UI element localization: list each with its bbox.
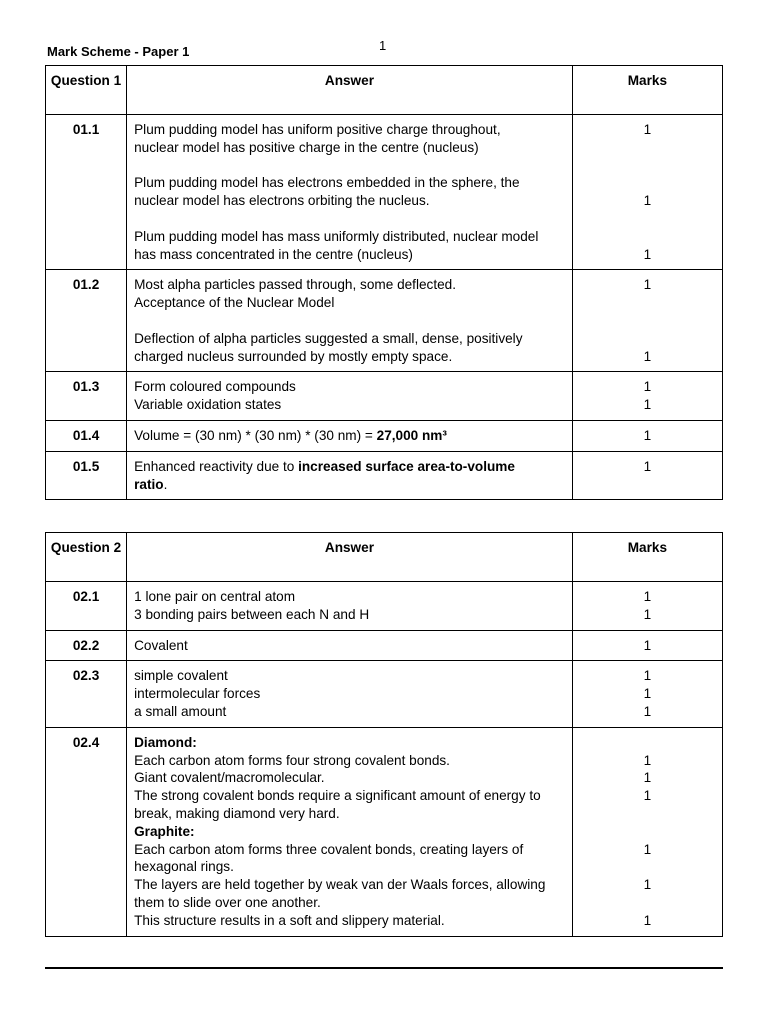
answer-text: Volume = (30 nm) * (30 nm) * (30 nm) = bbox=[134, 427, 377, 443]
answer-cell bbox=[127, 420, 573, 451]
answer-line: Form coloured compounds bbox=[134, 379, 296, 395]
answer-line: Each carbon atom forms three covalent bonds, creating layers of bbox=[134, 841, 524, 857]
answer-cell bbox=[127, 630, 573, 661]
marks-cell bbox=[572, 661, 722, 727]
answer-bold: ratio bbox=[134, 476, 164, 492]
marks-cell bbox=[572, 630, 722, 661]
marks-cell bbox=[572, 451, 722, 500]
mark-value: 1 bbox=[643, 246, 652, 262]
answer-line: This structure results in a soft and slippery material. bbox=[134, 912, 445, 928]
answer-text: . bbox=[163, 476, 168, 492]
answer-bold: 27,000 nm³ bbox=[376, 427, 447, 443]
answer-line: Plum pudding model has electrons embedded in the sphere, the bbox=[134, 175, 520, 191]
question-id: 02.3 bbox=[46, 661, 127, 727]
mark-value: 1 bbox=[643, 427, 652, 443]
mark-value: 1 bbox=[643, 606, 652, 622]
marks-cell bbox=[572, 727, 722, 936]
table-row-01-1 bbox=[46, 115, 723, 270]
mark-value: 1 bbox=[643, 397, 652, 413]
mark-value: 1 bbox=[643, 348, 652, 364]
answer-text: Enhanced reactivity due to bbox=[134, 458, 299, 474]
question-id: 02.4 bbox=[46, 727, 127, 936]
mark-value: 1 bbox=[643, 877, 652, 893]
answer-line bbox=[134, 458, 564, 476]
table-header-row bbox=[46, 533, 723, 582]
mark-value: 1 bbox=[643, 589, 652, 604]
answer-cell bbox=[127, 372, 573, 421]
answer-cell bbox=[127, 270, 573, 372]
answer-line: has mass concentrated in the centre (nucleus) bbox=[134, 246, 413, 262]
marks-cell bbox=[572, 270, 722, 372]
answer-line: charged nucleus surrounded by mostly empty space. bbox=[134, 348, 453, 364]
answer-cell bbox=[127, 727, 573, 936]
answer-cell bbox=[127, 661, 573, 727]
mark-value: 1 bbox=[643, 277, 652, 293]
table-row-01-5 bbox=[46, 451, 723, 500]
table-row-02-3 bbox=[46, 661, 723, 727]
question-header: Question 2 bbox=[46, 533, 127, 582]
table-row-02-4 bbox=[46, 727, 723, 936]
answer-line: them to slide over one another. bbox=[134, 894, 321, 910]
question-2-table bbox=[45, 532, 723, 937]
question-id: 01.2 bbox=[46, 270, 127, 372]
table-row-01-4 bbox=[46, 420, 723, 451]
subheading-diamond: Diamond: bbox=[134, 734, 197, 750]
marks-cell bbox=[572, 420, 722, 451]
answer-line: Covalent bbox=[134, 637, 188, 653]
answer-line: intermolecular forces bbox=[134, 686, 261, 702]
mark-value: 1 bbox=[643, 668, 652, 684]
answer-line: The strong covalent bonds require a significant amount of energy to bbox=[134, 788, 541, 804]
answer-line: Plum pudding model has uniform positive charge throughout, bbox=[134, 122, 501, 137]
mark-value: 1 bbox=[643, 770, 652, 786]
answer-line: break, making diamond very hard. bbox=[134, 805, 340, 821]
answer-header: Answer bbox=[127, 533, 573, 582]
mark-value: 1 bbox=[643, 841, 652, 857]
answer-header: Answer bbox=[127, 66, 573, 115]
mark-value: 1 bbox=[643, 637, 652, 653]
bottom-divider bbox=[45, 967, 723, 969]
page-number: 1 bbox=[379, 38, 387, 53]
marks-header: Marks bbox=[572, 66, 722, 115]
answer-line: simple covalent bbox=[134, 668, 228, 684]
answer-line: Plum pudding model has mass uniformly distributed, nuclear model bbox=[134, 228, 539, 244]
table-row-01-3 bbox=[46, 372, 723, 421]
answer-line: Most alpha particles passed through, some deflected. bbox=[134, 277, 457, 293]
answer-line: nuclear model has positive charge in the centre (nucleus) bbox=[134, 139, 479, 155]
answer-cell bbox=[127, 451, 573, 500]
marks-header: Marks bbox=[572, 533, 722, 582]
answer-line: Variable oxidation states bbox=[134, 397, 282, 413]
answer-line: Deflection of alpha particles suggested a small, dense, positively bbox=[134, 330, 523, 346]
answer-line: Acceptance of the Nuclear Model bbox=[134, 295, 335, 311]
answer-bold: increased surface area-to-volume bbox=[298, 458, 515, 474]
answer-line: Giant covalent/macromolecular. bbox=[134, 770, 325, 786]
mark-value: 1 bbox=[643, 379, 652, 395]
mark-value: 1 bbox=[643, 703, 652, 719]
answer-line: hexagonal rings. bbox=[134, 859, 234, 875]
mark-value: 1 bbox=[643, 122, 652, 137]
mark-value: 1 bbox=[643, 752, 652, 768]
table-row-01-2 bbox=[46, 270, 723, 372]
subheading-graphite: Graphite: bbox=[134, 823, 195, 839]
document-title: Mark Scheme - Paper 1 bbox=[47, 44, 190, 59]
mark-value: 1 bbox=[643, 788, 652, 804]
question-header: Question 1 bbox=[46, 66, 127, 115]
question-id: 02.2 bbox=[46, 630, 127, 661]
marks-cell bbox=[572, 372, 722, 421]
answer-cell bbox=[127, 115, 573, 270]
answer-line: Each carbon atom forms four strong covalent bonds. bbox=[134, 752, 450, 768]
answer-line: nuclear model has electrons orbiting the nucleus. bbox=[134, 193, 430, 209]
question-id: 01.1 bbox=[46, 115, 127, 270]
answer-cell bbox=[127, 582, 573, 631]
mark-value: 1 bbox=[643, 193, 652, 209]
mark-value: 1 bbox=[643, 458, 652, 474]
question-id: 01.4 bbox=[46, 420, 127, 451]
table-row-02-1 bbox=[46, 582, 723, 631]
answer-line: 1 lone pair on central atom bbox=[134, 589, 296, 604]
question-id: 01.3 bbox=[46, 372, 127, 421]
answer-line: The layers are held together by weak van der Waals forces, allowing bbox=[134, 877, 546, 893]
question-1-table bbox=[45, 65, 723, 500]
mark-value: 1 bbox=[643, 686, 652, 702]
answer-line bbox=[134, 476, 564, 494]
answer-line: a small amount bbox=[134, 703, 227, 719]
answer-line bbox=[134, 427, 564, 445]
question-id: 02.1 bbox=[46, 582, 127, 631]
question-id: 01.5 bbox=[46, 451, 127, 500]
mark-value: 1 bbox=[643, 912, 652, 928]
marks-cell bbox=[572, 582, 722, 631]
table-row-02-2 bbox=[46, 630, 723, 661]
marks-cell bbox=[572, 115, 722, 270]
answer-line: 3 bonding pairs between each N and H bbox=[134, 606, 370, 622]
table-header-row bbox=[46, 66, 723, 115]
